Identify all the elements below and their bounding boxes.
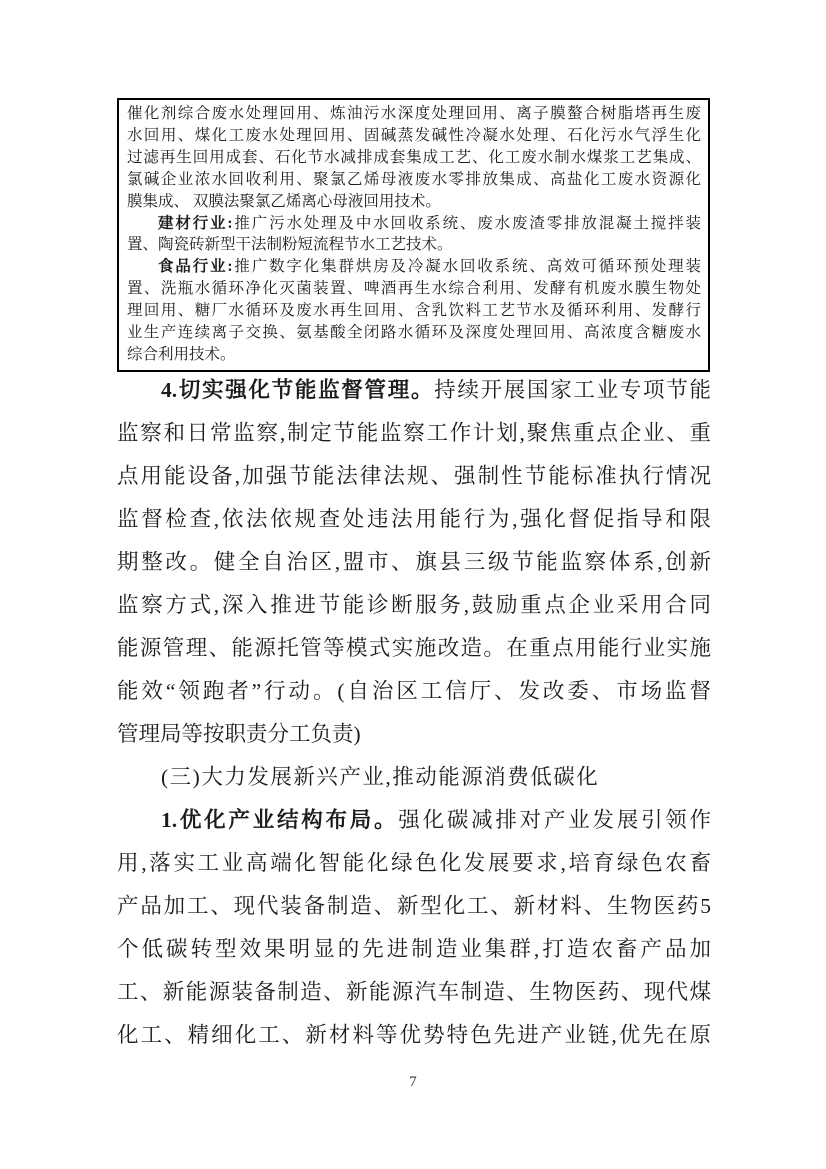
text-run: 推广数字化集群烘房及冷凝水回收系统、高效可循环预处理装: [232, 258, 701, 276]
box-line: 膜集成、 双膜法聚氯乙烯离心母液回用技术。: [127, 192, 441, 210]
body-line: 产品加工、现代装备制造、新型化工、新材料、生物医药5: [117, 894, 711, 918]
body-line: 管理局等按职责分工负责): [117, 722, 361, 746]
body-line: 监督检查,依法依规查处违法用能行为,强化督促指导和限: [117, 507, 711, 531]
body-line: 点用能设备,加强节能法律法规、强制性节能标准执行情况: [117, 464, 711, 488]
box-line: 水回用、煤化工废水处理回用、固碱蒸发碱性冷凝水处理、石化污水气浮生化: [127, 126, 701, 144]
body-line: 化工、精细化工、新材料等优势特色先进产业链,优先在原: [117, 1023, 711, 1047]
body-line: 监察和日常监察,制定节能监察工作计划,聚焦重点企业、重: [117, 421, 711, 445]
body-line: 工、新能源装备制造、新能源汽车制造、生物医药、现代煤: [117, 980, 711, 1004]
body-line: 监察方式,深入推进节能诊断服务,鼓励重点企业采用合同: [117, 593, 711, 617]
body-line: 用,落实工业高端化智能化绿色化发展要求,培育绿色农畜: [117, 851, 711, 875]
body-line: 个低碳转型效果明显的先进制造业集群,打造农畜产品加: [117, 937, 711, 961]
box-line: 氯碱企业浓水回收利用、聚氯乙烯母液废水零排放集成、高盐化工废水资源化: [127, 170, 701, 188]
box-line: 综合利用技术。: [127, 345, 236, 363]
text-run: 推广污水处理及中水回收系统、废水废渣零排放混凝土搅拌装: [232, 214, 701, 232]
page-number: 7: [409, 1074, 417, 1090]
box-line-building-materials: [127, 213, 701, 235]
body-line: 期整改。健全自治区,盟市、旗县三级节能监察体系,创新: [117, 550, 711, 574]
industry-label: 食品行业:: [158, 258, 233, 276]
text-run: 持续开展国家工业专项节能: [434, 378, 711, 402]
box-line: 置、洗瓶水循环净化灭菌装置、啤酒再生水综合利用、发酵有机废水膜生物处: [127, 280, 701, 298]
body-line: 能效“领跑者”行动。(自治区工信厅、发改委、市场监督: [117, 679, 711, 703]
section1-heading: 1.优化产业结构布局。: [161, 808, 399, 832]
section3-heading: (三)大力发展新兴产业,推动能源消费低碳化: [161, 765, 600, 789]
box-line: 业生产连续离子交换、氨基酸全闭路水循环及深度处理回用、高浓度含糖废水: [127, 324, 701, 342]
box-line: 置、陶瓷砖新型干法制粉短流程节水工艺技术。: [127, 236, 453, 254]
section4-first-line: [117, 369, 711, 412]
section1-first-line: [117, 799, 711, 842]
box-line-food-industry: [127, 256, 701, 278]
technology-list-box: [117, 98, 710, 372]
text-run: 强化碳减排对产业发展引领作: [398, 808, 711, 832]
box-line: 催化剂综合废水处理回用、炼油污水深度处理回用、离子膜螯合树脂塔再生废: [127, 105, 701, 122]
box-line: 理回用、糖厂水循环及废水再生回用、含乳饮料工艺节水及循环利用、发酵行: [127, 302, 701, 320]
box-line: 过滤再生回用成套、石化节水减排成套集成工艺、化工废水制水煤浆工艺集成、: [127, 148, 701, 166]
industry-label: 建材行业:: [158, 214, 233, 232]
body-line: 能源管理、能源托管等模式实施改造。在重点用能行业实施: [117, 636, 711, 660]
body-text: [117, 369, 711, 1057]
section4-heading: 4.切实强化节能监督管理。: [161, 378, 435, 402]
